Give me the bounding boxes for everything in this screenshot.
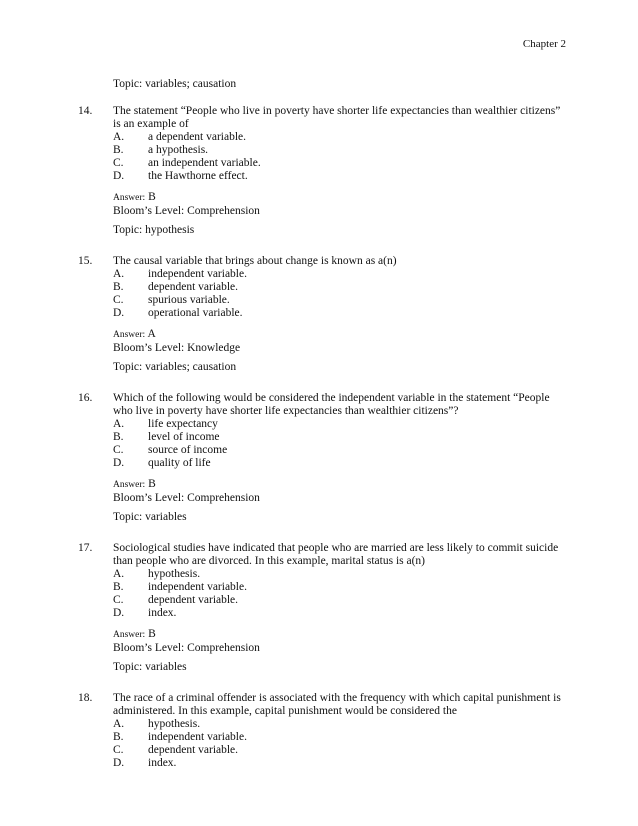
option-b: B. dependent variable. <box>113 281 239 293</box>
question-text: Which of the following would be considered the independent variable in the statement “People who live in poverty have shorter life expectancies than wealthier citizens”? <box>113 392 550 417</box>
question-number: 14. <box>78 105 93 117</box>
bloom-level: Bloom’s Level: Comprehension <box>113 642 260 654</box>
answer-line: Answer: B <box>113 191 156 203</box>
option-d: D. index. <box>113 607 177 619</box>
answer-value: B <box>148 478 156 490</box>
option-a: A. a dependent variable. <box>113 131 247 143</box>
option-d: D. the Hawthorne effect. <box>113 170 248 182</box>
option-b: B. independent variable. <box>113 581 247 593</box>
answer-value: B <box>148 191 156 203</box>
question-number: 15. <box>78 255 93 267</box>
option-d: D. index. <box>113 757 177 769</box>
option-a: A. independent variable. <box>113 268 247 280</box>
question-number: 17. <box>78 542 93 554</box>
answer-value: A <box>147 328 156 340</box>
option-b: B. independent variable. <box>113 731 247 743</box>
lead-topic: Topic: variables; causation <box>113 78 237 90</box>
answer-line: Answer: B <box>113 478 156 490</box>
answer-line: Answer: A <box>113 328 156 340</box>
question-17 <box>78 542 568 674</box>
question-text: The race of a criminal offender is associated with the frequency with which capital punishment is administered. In this example, capital punishment would be considered the <box>113 692 561 717</box>
question-list <box>78 78 568 770</box>
option-list <box>113 418 568 470</box>
option-a: A. life expectancy <box>113 418 218 430</box>
option-list <box>113 131 568 183</box>
option-list <box>113 568 568 620</box>
question-18 <box>78 692 568 770</box>
answer-value: B <box>148 628 156 640</box>
option-a: A. hypothesis. <box>113 568 201 580</box>
option-c: C. spurious variable. <box>113 294 230 306</box>
option-c: C. source of income <box>113 444 228 456</box>
bloom-level: Bloom’s Level: Comprehension <box>113 492 260 504</box>
answer-line: Answer: B <box>113 628 156 640</box>
page-header-chapter: Chapter 2 <box>522 38 566 50</box>
question-text: The statement “People who live in poverty have shorter life expectancies than wealthier citizens” is an example of <box>113 105 561 130</box>
question-topic: Topic: variables <box>113 661 187 673</box>
question-text: Sociological studies have indicated that people who are married are less likely to commit suicide than people who are divorced. In this example, marital status is a(n) <box>113 542 559 567</box>
question-number: 18. <box>78 692 93 704</box>
option-b: B. a hypothesis. <box>113 144 209 156</box>
question-text: The causal variable that brings about change is known as a(n) <box>113 255 397 267</box>
option-c: C. dependent variable. <box>113 744 239 756</box>
option-a: A. hypothesis. <box>113 718 201 730</box>
question-number: 16. <box>78 392 93 404</box>
question-topic: Topic: hypothesis <box>113 224 195 236</box>
question-14 <box>78 105 568 237</box>
option-d: D. quality of life <box>113 457 211 469</box>
question-topic: Topic: variables; causation <box>113 361 237 373</box>
option-c: C. dependent variable. <box>113 594 239 606</box>
question-15 <box>78 255 568 374</box>
option-d: D. operational variable. <box>113 307 243 319</box>
question-topic: Topic: variables <box>113 511 187 523</box>
bloom-level: Bloom’s Level: Comprehension <box>113 205 260 217</box>
question-16 <box>78 392 568 524</box>
bloom-level: Bloom’s Level: Knowledge <box>113 342 241 354</box>
option-c: C. an independent variable. <box>113 157 261 169</box>
option-list <box>113 268 568 320</box>
option-list <box>113 718 568 770</box>
option-b: B. level of income <box>113 431 220 443</box>
